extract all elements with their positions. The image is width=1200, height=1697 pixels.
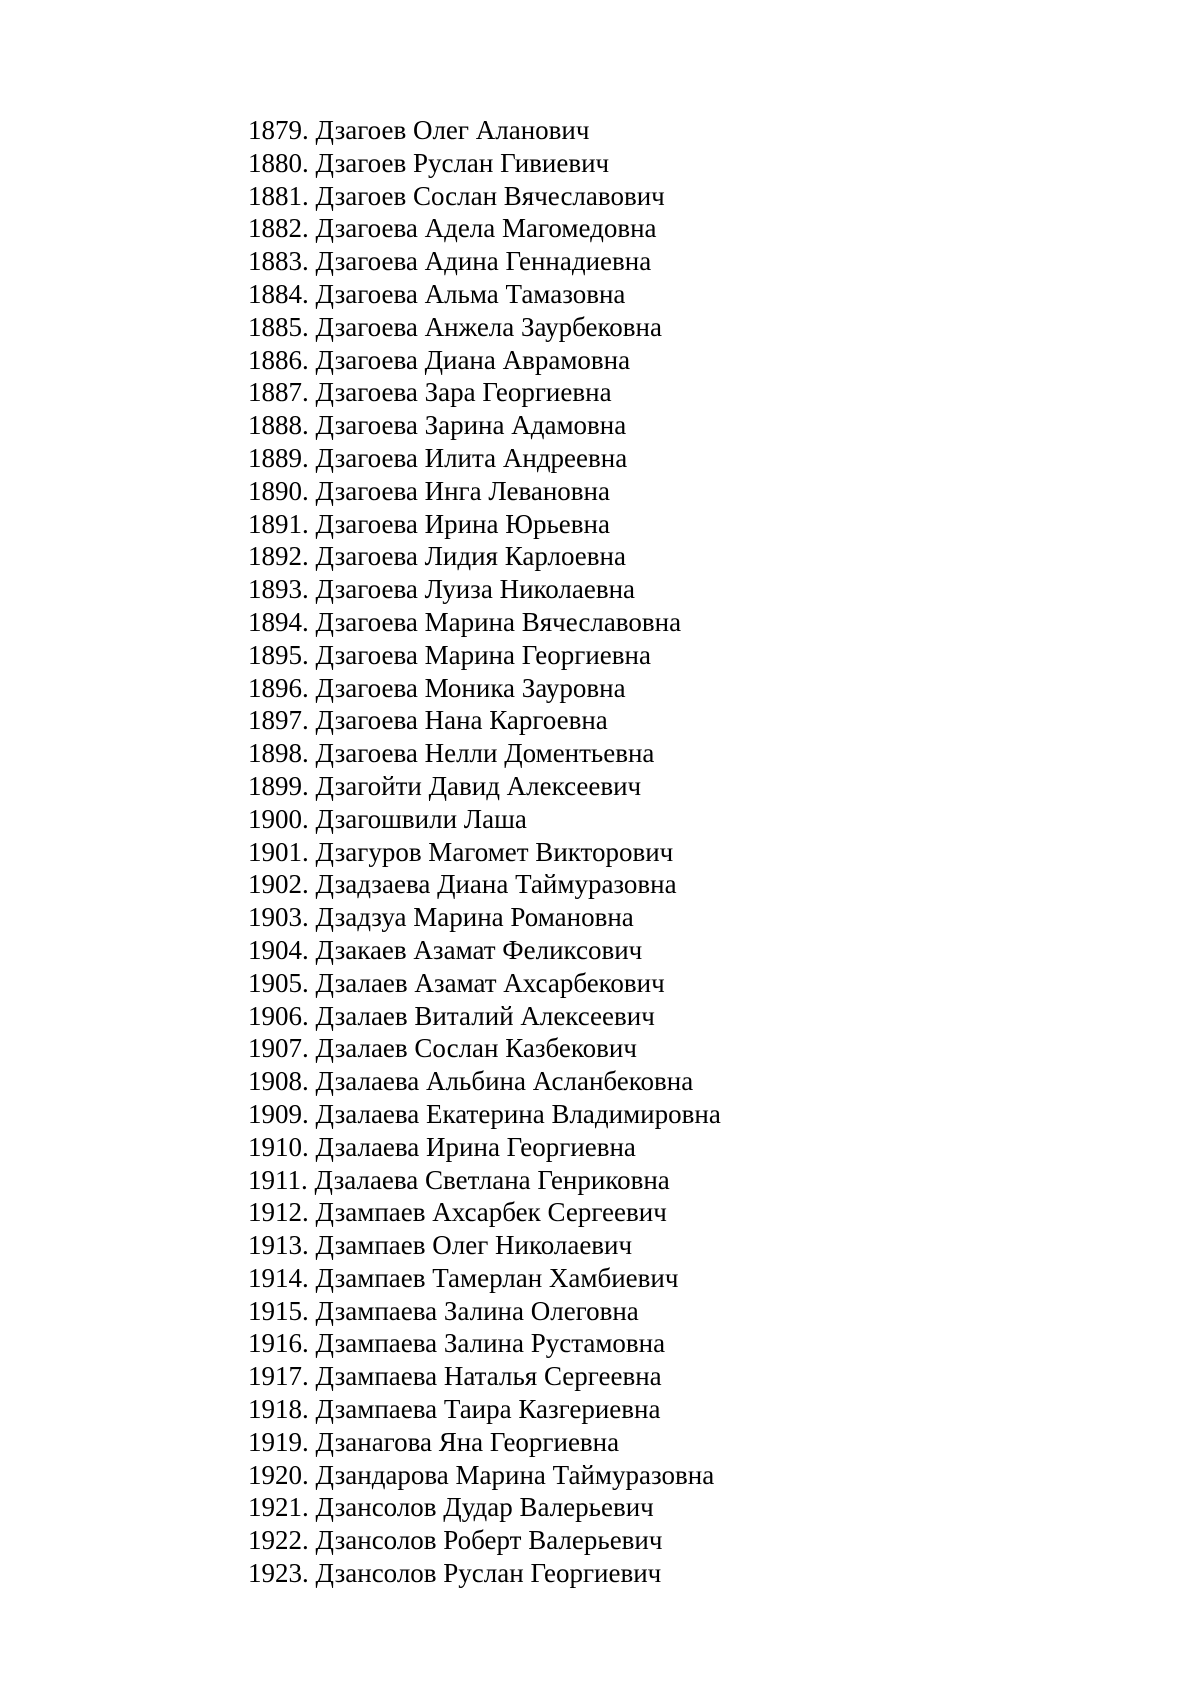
list-item: 1885. Дзагоева Анжела Заурбековна [248, 311, 662, 342]
list-item: 1899. Дзагойти Давид Алексеевич [248, 770, 642, 801]
list-item: 1887. Дзагоева Зара Георгиевна [248, 377, 612, 408]
list-item: 1906. Дзалаев Виталий Алексеевич [248, 1000, 655, 1031]
list-item: 1917. Дзампаева Наталья Сергеевна [248, 1361, 662, 1392]
list-item: 1884. Дзагоева Альма Тамазовна [248, 278, 626, 309]
list-item: 1880. Дзагоев Руслан Гивиевич [248, 147, 610, 178]
list-item: 1919. Дзанагова Яна Георгиевна [248, 1426, 620, 1457]
list-item: 1901. Дзагуров Магомет Викторович [248, 836, 674, 867]
list-item: 1883. Дзагоева Адина Геннадиевна [248, 246, 652, 277]
list-item: 1909. Дзалаева Екатерина Владимировна [248, 1098, 721, 1129]
list-item: 1889. Дзагоева Илита Андреевна [248, 442, 628, 473]
list-item: 1891. Дзагоева Ирина Юрьевна [248, 508, 610, 539]
list-item: 1895. Дзагоева Марина Георгиевна [248, 639, 651, 670]
list-item: 1908. Дзалаева Альбина Асланбековна [248, 1066, 694, 1097]
list-item: 1879. Дзагоев Олег Аланович [248, 115, 590, 145]
list-item: 1898. Дзагоева Нелли Доментьевна [248, 738, 655, 769]
list-item: 1902. Дзадзаева Диана Таймуразовна [248, 869, 677, 900]
list-item: 1903. Дзадзуа Марина Романовна [248, 902, 634, 933]
list-item: 1912. Дзампаев Ахсарбек Сергеевич [248, 1197, 667, 1228]
list-item: 1886. Дзагоева Диана Аврамовна [248, 344, 631, 375]
list-item: 1893. Дзагоева Луиза Николаевна [248, 574, 636, 605]
list-item: 1892. Дзагоева Лидия Карлоевна [248, 541, 626, 572]
list-item: 1911. Дзалаева Светлана Генриковна [248, 1164, 670, 1195]
name-list [248, 114, 721, 1590]
list-item: 1920. Дзандарова Марина Таймуразовна [248, 1459, 715, 1490]
list-item: 1915. Дзампаева Залина Олеговна [248, 1295, 639, 1326]
list-item: 1894. Дзагоева Марина Вячеславовна [248, 606, 682, 637]
list-item: 1881. Дзагоев Сослан Вячеславович [248, 180, 665, 211]
list-item: 1882. Дзагоева Адела Магомедовна [248, 213, 657, 244]
list-item: 1913. Дзампаев Олег Николаевич [248, 1230, 633, 1261]
list-item: 1916. Дзампаева Залина Рустамовна [248, 1328, 666, 1359]
list-item: 1904. Дзакаев Азамат Феликсович [248, 934, 643, 965]
list-item: 1897. Дзагоева Нана Каргоевна [248, 705, 608, 736]
list-item: 1923. Дзансолов Руслан Георгиевич [248, 1558, 662, 1589]
list-item: 1922. Дзансолов Роберт Валерьевич [248, 1525, 663, 1556]
list-item: 1907. Дзалаев Сослан Казбекович [248, 1033, 637, 1064]
list-item: 1905. Дзалаев Азамат Ахсарбекович [248, 967, 665, 998]
list-item: 1890. Дзагоева Инга Левановна [248, 475, 610, 506]
list-item: 1914. Дзампаев Тамерлан Хамбиевич [248, 1262, 679, 1293]
list-item: 1896. Дзагоева Моника Зауровна [248, 672, 626, 703]
list-item: 1910. Дзалаева Ирина Георгиевна [248, 1131, 636, 1162]
list-item: 1921. Дзансолов Дудар Валерьевич [248, 1492, 654, 1523]
list-item: 1888. Дзагоева Зарина Адамовна [248, 410, 627, 441]
list-item: 1918. Дзампаева Таира Казгериевна [248, 1394, 661, 1425]
list-item: 1900. Дзагошвили Лаша [248, 803, 527, 834]
